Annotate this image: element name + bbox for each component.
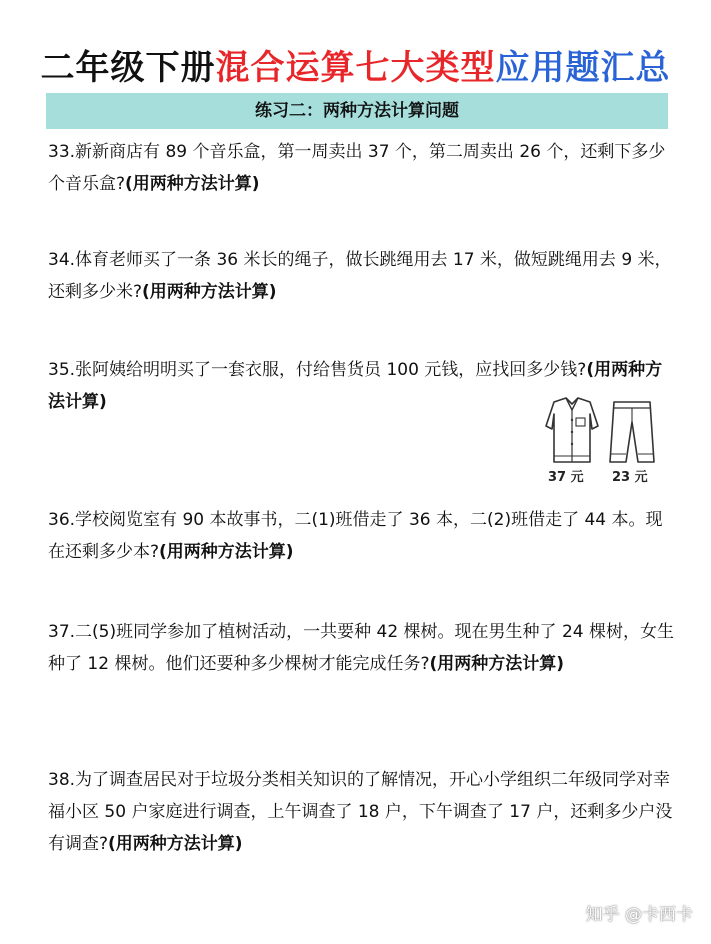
- problem-requirement: (用两种方法计算): [159, 542, 294, 562]
- problem-requirement: (用两种方法计算): [108, 834, 243, 854]
- problem-text: 35.张阿姨给明明买了一套衣服，付给售货员 100 元钱，应找回多少钱?: [48, 360, 587, 380]
- problem-text: 37.二(5)班同学参加了植树活动，一共要种 42 棵树。现在男生种了 24 棵树，女生种了 12 棵树。他们还要种多少棵树才能完成任务?: [48, 622, 674, 674]
- pants-icon: [540, 396, 668, 466]
- problem-requirement: (用两种方法计算): [48, 360, 663, 412]
- section-heading: 练习二：两种方法计算问题: [46, 93, 668, 129]
- problem-text: 34.体育老师买了一条 36 米长的绳子，做长跳绳用去 17 米，做短跳绳用去 9 米， 还剩多少米?: [48, 250, 672, 302]
- page-title: [0, 44, 711, 92]
- problem-requirement: (用两种方法计算): [125, 174, 260, 194]
- title-part-summary: 应用题汇总: [495, 48, 671, 88]
- title-part-topic: 混合运算七大类型: [215, 48, 496, 88]
- problem-requirement: (用两种方法计算): [429, 654, 565, 674]
- title-part-grade: 二年级下册: [40, 48, 216, 88]
- problem-requirement: (用两种方法计算): [142, 282, 277, 302]
- problem-text: 38.为了调查居民对于垃圾分类相关知识的了解情况，开心小学组织二年级同学对幸福小区 50 户家庭进行调查，上午调查了 18 户，下午调查了 17 户，还剩多少户没有调查?: [48, 770, 673, 854]
- pants-price: 23 元: [612, 470, 648, 485]
- problem-33: [48, 136, 674, 200]
- problem-36: [48, 504, 674, 568]
- problem-34: [48, 244, 674, 308]
- watermark: 知乎 @卡西卡: [585, 905, 693, 925]
- problem-text: 33.新新商店有 89 个音乐盒，第一周卖出 37 个，第二周卖出 26 个，还剩下多少个音乐盒?: [48, 142, 666, 194]
- clothes-illustration: [540, 396, 668, 488]
- shirt-price: 37 元: [548, 470, 584, 485]
- problem-37: [48, 616, 674, 680]
- problem-text: 36.学校阅览室有 90 本故事书，二(1)班借走了 36 本，二(2)班借走了 44 本。现在还剩多少本?: [48, 510, 663, 562]
- problem-38: [48, 764, 674, 860]
